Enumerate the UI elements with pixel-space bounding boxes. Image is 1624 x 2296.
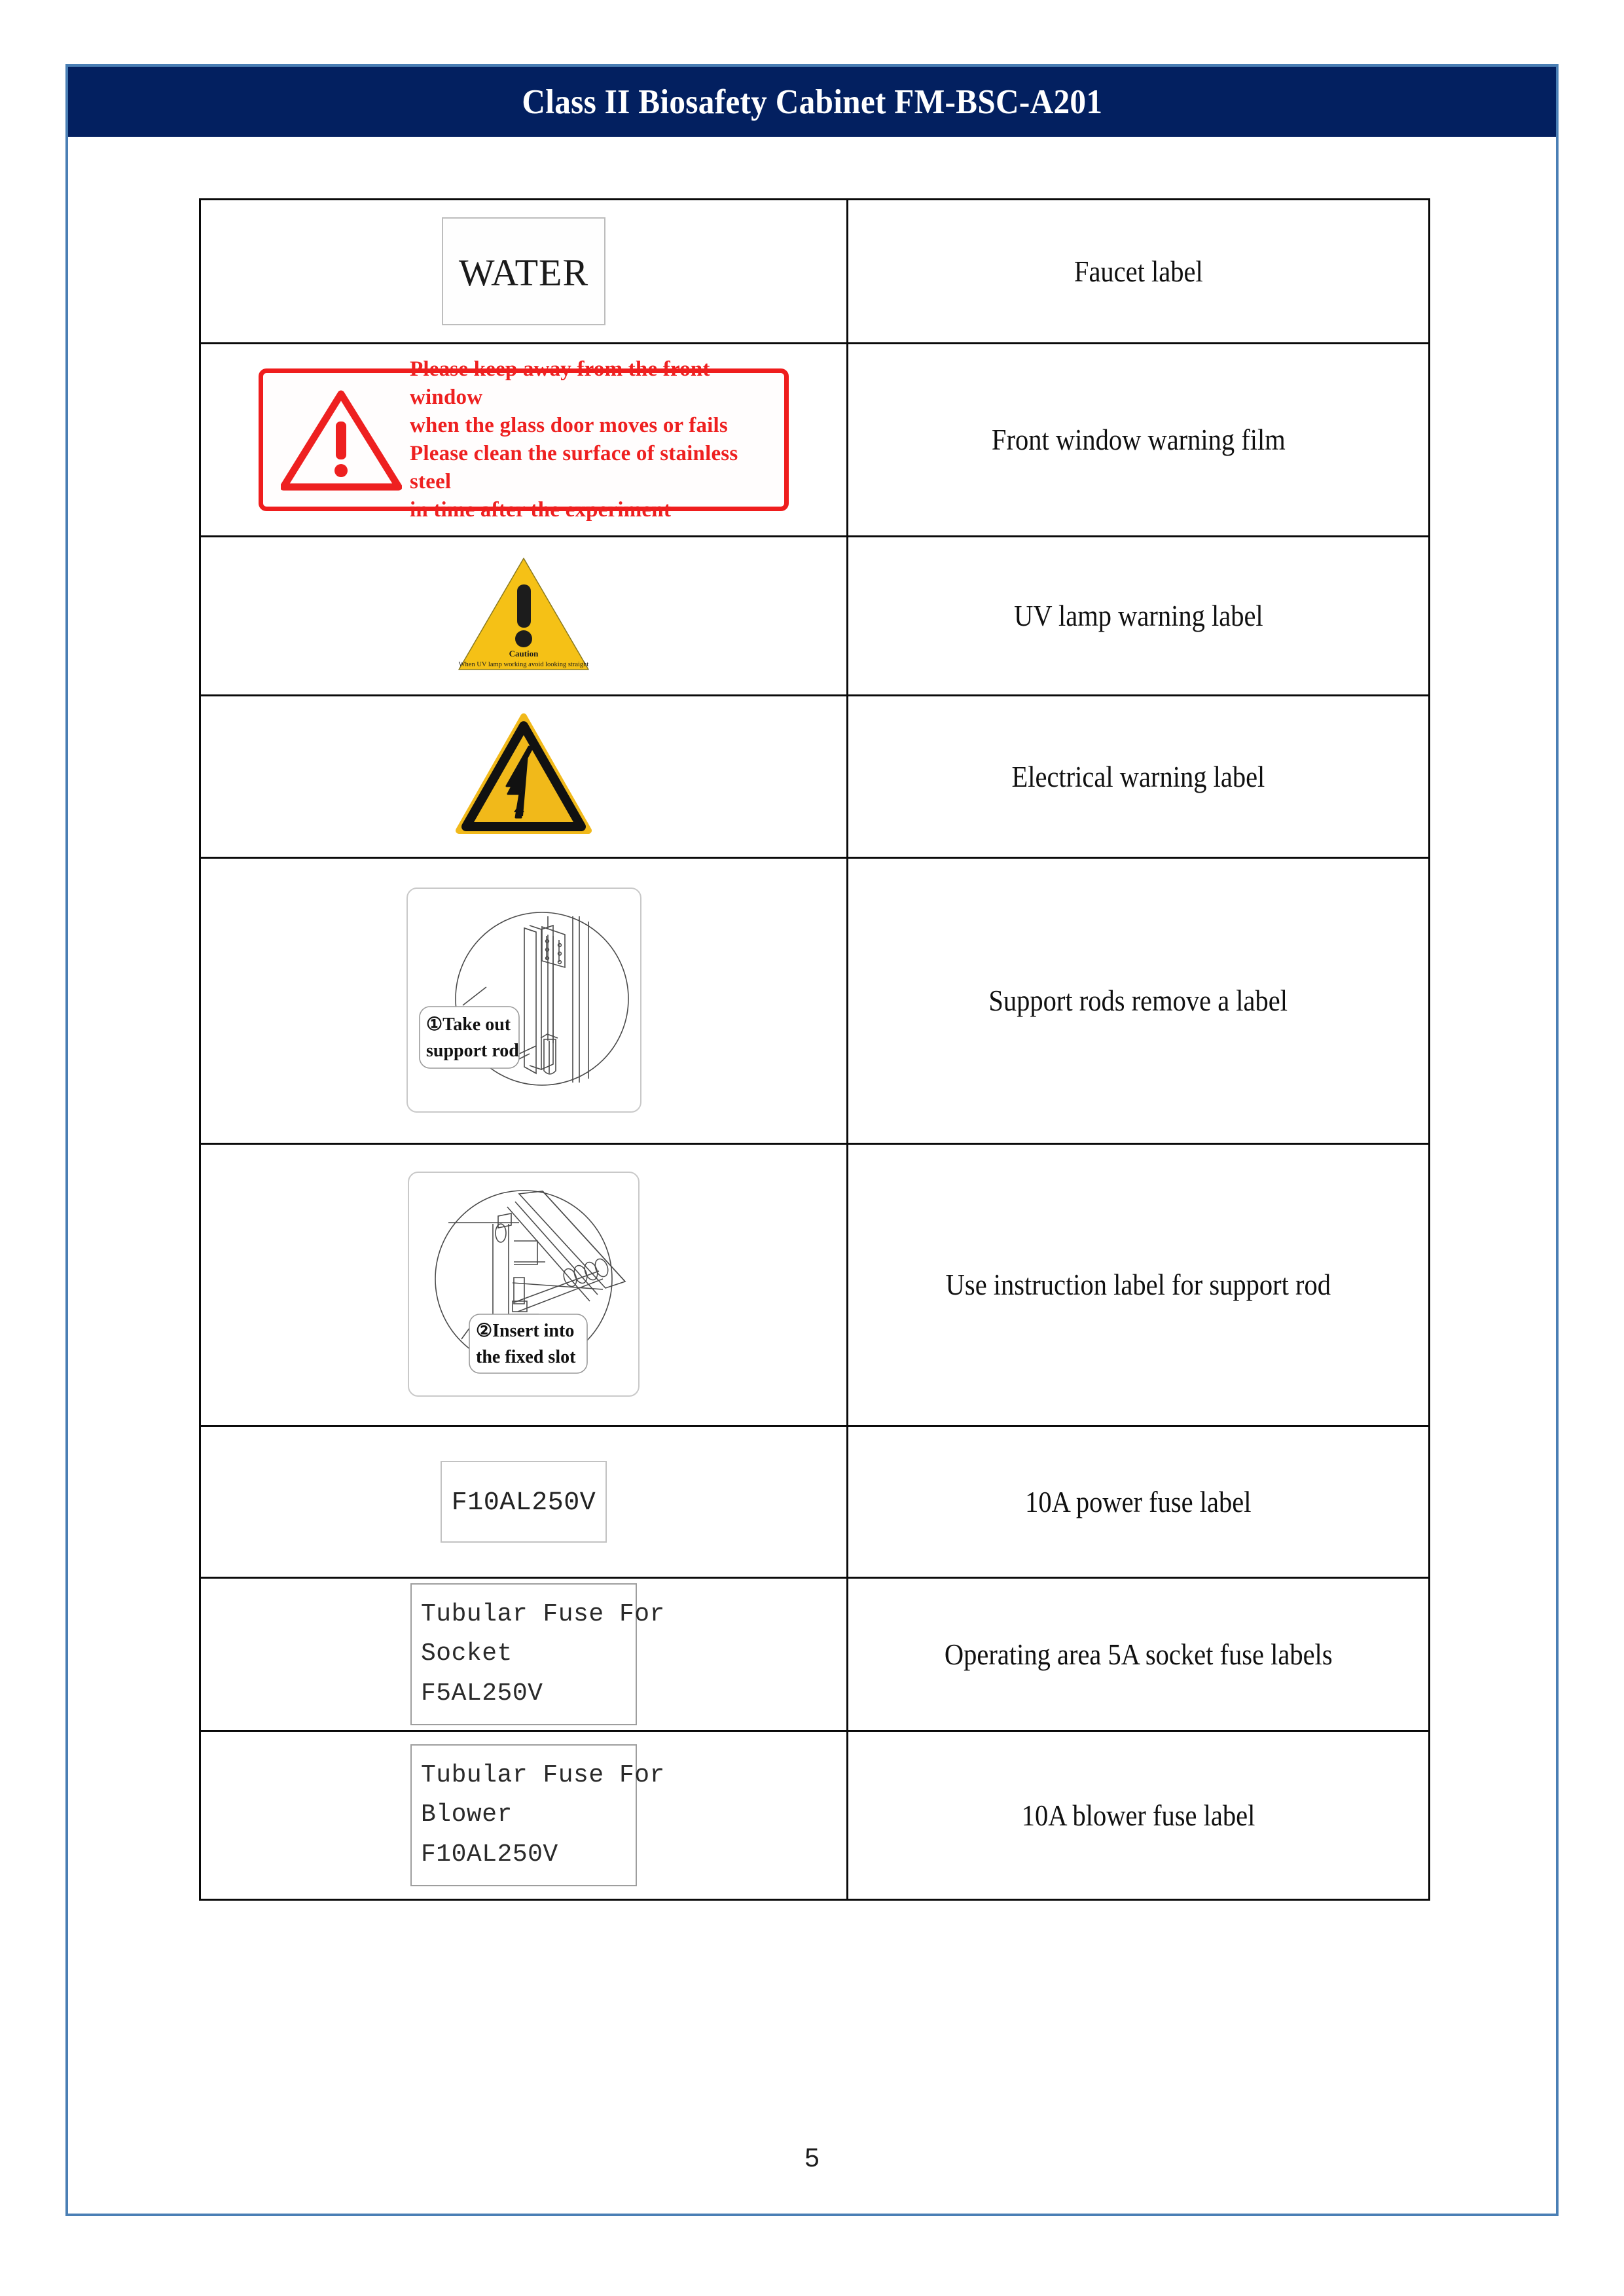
fuse-line: F5AL250V	[421, 1679, 543, 1708]
description-cell	[848, 344, 1430, 537]
table-row	[200, 1144, 1430, 1426]
red-exclamation-triangle-svg	[281, 387, 402, 492]
table-row	[200, 537, 1430, 696]
page-number: 5	[804, 2144, 820, 2172]
artwork-cell-power-fuse-label	[200, 1426, 848, 1578]
uv-lamp-warning-triangle-icon	[456, 553, 592, 676]
description-text: 10A power fuse label	[1025, 1485, 1252, 1518]
uv-caution-word: Caution	[509, 648, 539, 658]
description-cell	[848, 1426, 1430, 1578]
blower-fuse-label-artwork	[410, 1744, 665, 1886]
warning-film-text	[410, 355, 775, 524]
table-row	[200, 344, 1430, 537]
electrical-warning-triangle-icon	[456, 713, 592, 837]
warning-line: Please clean the surface of stainless steel	[410, 442, 738, 493]
callout-line-2: the fixed slot	[476, 1346, 576, 1367]
uv-warning-triangle-svg	[456, 553, 592, 676]
page-frame	[65, 64, 1559, 2216]
description-cell	[848, 537, 1430, 696]
description-text: Use instruction label for support rod	[945, 1268, 1331, 1301]
description-text: UV lamp warning label	[1013, 600, 1263, 632]
description-cell	[848, 858, 1430, 1144]
description-text: Faucet label	[1074, 255, 1203, 288]
artwork-cell-blower-fuse-label	[200, 1731, 848, 1900]
front-window-warning-film-artwork	[259, 357, 789, 522]
artwork-cell-water-faucet-label	[200, 200, 848, 344]
fuse-line: Socket	[421, 1640, 513, 1668]
description-cell	[848, 1144, 1430, 1426]
table-row	[200, 1578, 1430, 1731]
warning-line: when the glass door moves or fails	[410, 414, 728, 438]
description-text: 10A blower fuse label	[1021, 1799, 1255, 1832]
artwork-cell-socket-fuse-label	[200, 1578, 848, 1731]
red-warning-triangle-icon	[272, 387, 410, 492]
description-text: Electrical warning label	[1011, 760, 1265, 793]
document-title-banner	[68, 67, 1556, 137]
warning-line: in time after the experiment	[410, 497, 672, 522]
fuse-line: Tubular Fuse For	[421, 1600, 665, 1629]
description-cell	[848, 696, 1430, 858]
table-row	[200, 200, 1430, 344]
power-fuse-label-artwork: F10AL250V	[441, 1461, 607, 1543]
description-text: Front window warning film	[991, 423, 1286, 456]
socket-fuse-label-artwork	[410, 1583, 665, 1725]
description-text: Operating area 5A socket fuse labels	[944, 1638, 1333, 1671]
uv-caution-sentence: When UV lamp working avoid looking straight	[458, 660, 589, 668]
warning-line: Please keep away from the front window	[410, 357, 710, 410]
water-label-artwork: WATER	[442, 217, 605, 325]
artwork-cell-electrical-warning-label	[200, 696, 848, 858]
callout-line-2: support rod	[425, 1040, 519, 1061]
label-reference-table	[199, 198, 1430, 1901]
fuse-line: Tubular Fuse For	[421, 1761, 665, 1790]
support-rod-insert-svg	[409, 1173, 638, 1395]
artwork-cell-uv-lamp-warning-label	[200, 537, 848, 696]
description-text: Support rods remove a label	[988, 984, 1288, 1017]
artwork-cell-support-rod-use-instruction	[200, 1144, 848, 1426]
artwork-cell-front-window-warning-film	[200, 344, 848, 537]
description-cell	[848, 1578, 1430, 1731]
callout-line-1: ②Insert into	[476, 1320, 575, 1341]
table-row	[200, 858, 1430, 1144]
description-cell	[848, 1731, 1430, 1900]
artwork-cell-support-rods-remove-label	[200, 858, 848, 1144]
support-rod-insert-diagram	[408, 1172, 640, 1397]
fuse-line: F10AL250V	[421, 1840, 558, 1869]
table-row	[200, 696, 1430, 858]
description-cell	[848, 200, 1430, 344]
table-row	[200, 1731, 1430, 1900]
electrical-hazard-triangle-svg	[456, 713, 592, 837]
page-title: Class II Biosafety Cabinet FM-BSC-A201	[522, 82, 1102, 121]
callout-line-1: ①Take out	[425, 1014, 511, 1035]
support-rod-removal-svg	[408, 889, 640, 1111]
table-row	[200, 1426, 1430, 1578]
support-rod-removal-diagram	[406, 888, 641, 1113]
fuse-line: Blower	[421, 1801, 513, 1829]
